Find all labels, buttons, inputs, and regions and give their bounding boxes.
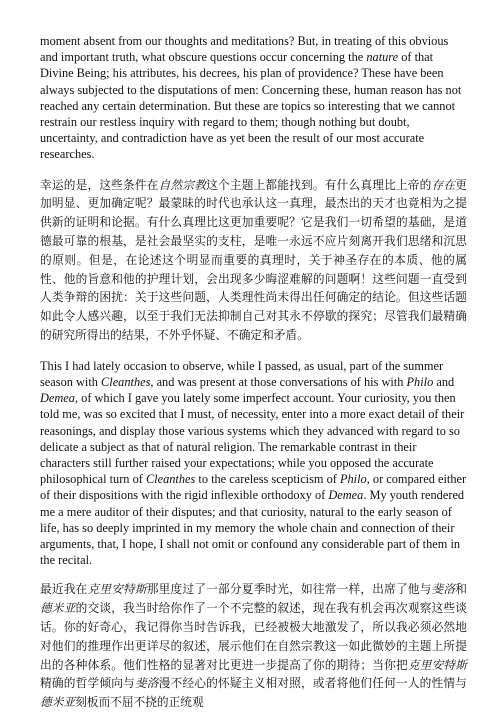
italic-term: 斐洛	[431, 582, 456, 597]
text-run: This I had lately occasion to observe, while I passed, as usual, part of the summer season with	[40, 358, 444, 389]
paragraph-english-1	[40, 33, 467, 163]
italic-term: 自然宗教	[158, 177, 207, 192]
italic-term: Demea	[328, 488, 364, 503]
text-run: 幸运的是，这些条件在	[40, 177, 159, 192]
text-run: 刻板而不屈不挠的正统观	[75, 695, 204, 710]
italic-term: 德米亚	[40, 601, 76, 616]
text-run: of that Divine Being; his attributes, his decrees, his plan of providence? These have been always subjected to the disputations of men: Concerning these, human reason has not reached any certain determination. But these are topics so interesting that we cannot restrain our restless inquiry with regard to them; though nothing but doubt, uncertainty, and contradiction have as yet been the result of our most accurate researches.	[40, 50, 462, 162]
italic-term: 克里安特斯	[87, 582, 147, 597]
italic-term: Cleanthes	[145, 472, 196, 487]
italic-term: 存在	[431, 177, 456, 192]
text-run: , of which I gave you lately some imperfect account. Your curiosity, you then told me, was so excited that I must, of necessity, enter into a more exact detail of their reasonings, and display those various systems which they advanced with regard to so delicate a subject as that of natural religion. The remarkable contrast in their characters still further raised your expectations; while you opposed the accurate philosophical turn of	[40, 391, 465, 487]
text-run: , and was present at those conversations of his with	[150, 375, 407, 389]
text-run: 最近我在	[40, 582, 88, 597]
text-run: 漫不经心的怀疑主义相对照，或者将他们任何一人的性情与	[158, 676, 467, 691]
text-run: to the careless scepticism of	[195, 472, 340, 487]
italic-term: 德米亚	[40, 695, 76, 710]
text-run: 这个主题上都能找到。有什么真理比上帝的	[206, 177, 432, 192]
italic-term: Cleanthes	[101, 375, 151, 389]
italic-term: Philo	[339, 472, 367, 487]
paragraph-english-2	[40, 358, 467, 569]
text-run: 那里度过了一部分夏季时光，如往常一样，出席了他与	[146, 582, 432, 597]
italic-term: nature	[366, 50, 399, 65]
text-run: 和	[455, 582, 467, 597]
italic-term: Demea	[40, 391, 75, 406]
text-run: and	[433, 375, 455, 389]
text-run: 更加明显、更加确定呢？最蒙昧的时代也承认这一真理，最杰出的天才也竟相为之提供新的证明和论据。有什么真理比这更加重要呢？它是我们一切希望的基础，是道德最可靠的根基，是社会最坚实的支柱，是唯一永远不应片刻离开我们思绪和沉思的原则。但是，在论述这个明显而重要的真理时，关于神圣存在的本质、他的属性、他的旨意和他的护理计划，会出现多少晦涩难解的问题啊！这些问题一直受到人类争辩的困扰：关于这些问题，人类理性尚未得出任何确定的结论。但这些话题如此令人感兴趣，以至于我们无法抑制自己对其永不停歇的探究；尽管我们最精确的研究所得出的结果，不外乎怀疑、不确定和矛盾。	[40, 177, 467, 342]
italic-term: Philo	[406, 375, 434, 389]
text-run: 的交谈，我当时给你作了一个不完整的叙述，现在我有机会再次观察这些谈话。你的好奇心，我记得你当时告诉我，已经被极大地激发了，所以我必须必然地对他们的推理作出更详尽的叙述，展示他们在自然宗教这一如此微妙的主题上所提出的各种体系。他们性格的显著对比更进一步提高了你的期待；当你把	[40, 601, 467, 672]
text-run: , or compared either of their dispositions with the rigid inflexible orthodoxy of	[40, 472, 467, 503]
text-run: . My youth rendered me a mere auditor of their disputes; and that curiosity, natural to the early season of life, has so deeply imprinted in my memory the whole chain and connection of their arguments, that, I hope, I shall not omit or confound any considerable part of them in the recital.	[40, 488, 465, 568]
paragraph-chinese-2	[40, 580, 467, 712]
italic-term: 克里安特斯	[407, 657, 467, 672]
paragraph-chinese-1	[40, 176, 467, 345]
text-run: moment absent from our thoughts and meditations? But, in treating of this obvious and important truth, what obscure questions occur concerning the	[40, 34, 449, 65]
document-page	[40, 33, 467, 712]
text-run: 精确的哲学倾向与	[40, 676, 135, 691]
italic-term: 斐洛	[134, 676, 159, 691]
